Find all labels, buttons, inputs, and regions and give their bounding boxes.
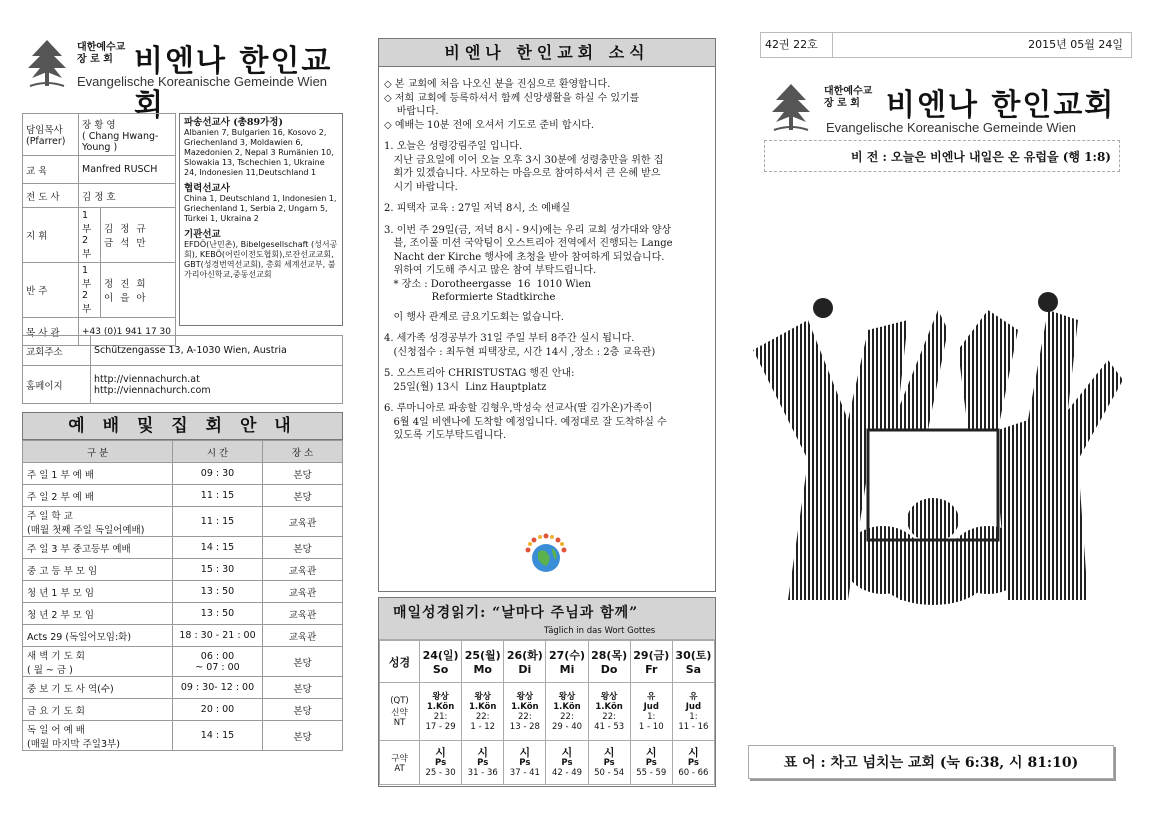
logo-subtitle: Evangelische Koreanische Gemeinde Wien — [826, 120, 1077, 135]
ot-ot2: 1.Kön — [595, 701, 623, 712]
logo-title: 비엔나 한인교회 — [134, 44, 333, 123]
schedule-row — [23, 721, 343, 751]
mission-title: 협력선교사 — [184, 183, 230, 194]
schedule-time: 20 : 00 — [173, 699, 263, 721]
schedule-place: 교육관 — [263, 559, 343, 581]
day-de: Mo — [473, 663, 492, 676]
ps-range: 42 - 49 — [551, 767, 583, 778]
ps-sub: Ps — [519, 757, 531, 768]
schedule-place: 본당 — [263, 485, 343, 507]
schedule-row — [23, 699, 343, 721]
schedule-place: 본당 — [263, 677, 343, 699]
schedule-time: 14 : 15 — [173, 537, 263, 559]
schedule-header: 시 간 — [173, 441, 263, 463]
church-logo-icon — [766, 82, 816, 134]
news-item-line: 25일(월) 13시 Linz Hauptplatz — [384, 381, 547, 393]
reading-ps — [630, 741, 672, 785]
ot-ot3: 1: — [647, 711, 656, 722]
day-de: Mi — [559, 663, 575, 676]
staff-name: 김 정 규 금 석 만 — [101, 208, 176, 263]
ps-name: 시 — [688, 745, 699, 759]
ps-name: 시 — [603, 745, 615, 759]
reading-label-ot-text: (QT) 신약 NT — [390, 695, 409, 728]
news-item-line: Reformierte Stadtkirche — [384, 292, 556, 303]
schedule-row — [23, 537, 343, 559]
missions-box — [179, 113, 343, 326]
staff-role: 반 주 — [23, 263, 79, 318]
staff-sub: 1부 2부 — [79, 263, 101, 318]
logo-small-text-2: 장 로 회 — [824, 98, 860, 109]
news-item-line: 3. 이번 주 29일(금, 저녁 8시 - 9시)에는 우리 교회 성가대와 양상 — [384, 224, 672, 236]
reading-day — [588, 641, 630, 683]
mission-title: 기관선교 — [184, 229, 221, 240]
staff-name: +43 (0)1 941 17 30 — [79, 318, 176, 346]
day-ko: 24(일) — [422, 649, 459, 662]
worship-illustration-image — [748, 290, 1128, 620]
ot-ot3: 1: — [689, 711, 698, 722]
schedule-time: 15 : 30 — [173, 559, 263, 581]
homepage-link[interactable]: http://viennachurch.com — [94, 384, 211, 396]
logo-small-text-2: 장 로 회 — [77, 54, 113, 65]
day-ko: 28(목) — [591, 649, 628, 662]
ot-ot4: 41 - 53 — [594, 721, 625, 732]
ps-sub: Ps — [687, 757, 699, 768]
ot-ot2: 1.Kön — [553, 701, 581, 712]
schedule-event: 새 벽 기 도 회 ( 월 ~ 금 ) — [23, 647, 173, 677]
address-value: Schützengasse 13, A-1030 Wien, Austria — [91, 336, 343, 366]
reading-label-ps-text: 구약 AT — [391, 753, 408, 774]
ps-range: 37 - 41 — [509, 767, 540, 778]
ps-name: 시 — [435, 745, 446, 759]
reading-ot — [462, 683, 504, 741]
staff-name: 김 정 호 — [79, 184, 176, 208]
schedule-header: 구 분 — [23, 441, 173, 463]
ot-ot3: 22: — [602, 711, 616, 722]
news-item-line: 5. 오스트리아 CHRISTUSTAG 행진 안내: — [384, 368, 575, 379]
mission-title: 파송선교사 (총89가정) — [184, 117, 283, 128]
reading-day — [672, 641, 714, 683]
news-intro-line: 바랍니다. — [384, 106, 439, 117]
day-ko: 27(수) — [548, 649, 585, 662]
ot-ot2: 1.Kön — [468, 701, 497, 712]
reading-label-ps — [380, 741, 420, 785]
ps-sub: Ps — [645, 757, 657, 768]
staff-table — [22, 113, 176, 346]
ot-ot1: 왕상 — [558, 691, 576, 702]
schedule-place: 교육관 — [263, 507, 343, 537]
schedule-time: 18 : 30 - 21 : 00 — [173, 625, 263, 647]
ps-name: 시 — [645, 745, 657, 759]
schedule-row — [23, 559, 343, 581]
schedule-time: 06 : 00 ~ 07 : 00 — [173, 647, 263, 677]
ps-name: 시 — [561, 745, 573, 759]
news-title: 비엔나 한인교회 소식 — [379, 39, 715, 67]
ot-ot4: 11 - 16 — [678, 721, 709, 732]
ot-ot1: 왕상 — [474, 691, 491, 702]
ot-ot1: 유 — [689, 691, 698, 702]
ps-range: 50 - 54 — [594, 767, 625, 778]
schedule-time: 13 : 50 — [173, 581, 263, 603]
news-content — [384, 78, 714, 443]
logo-title: 비엔나 한인교회 — [886, 88, 1116, 123]
schedule-place: 본당 — [263, 463, 343, 485]
schedule-time: 09 : 30- 12 : 00 — [173, 677, 263, 699]
news-intro-line: ◇ 본 교회에 처음 나오신 분을 진심으로 환영합니다. — [384, 79, 611, 90]
reading-label-ot — [380, 683, 420, 741]
reading-header — [379, 598, 715, 640]
day-de: Fr — [645, 663, 658, 676]
news-item-line: 4. 세가족 성경공부가 31일 주일 부터 8주간 실시 됩니다. — [384, 333, 635, 344]
schedule-row — [23, 603, 343, 625]
day-ko: 25(월) — [464, 649, 501, 662]
mission-text: Albanien 7, Bulgarien 16, Kosovo 2, Griechenland 3, Moldawien 6, Mazedonien 2, Nepal 3 Rumänien 10, Slowakia 13, Tschechien 1, Ukraine 24, Indonesien 11,Deutschland 1 — [184, 128, 334, 177]
ot-ot2: Jud — [643, 701, 659, 712]
logo-small-text-1: 대한예수교 — [77, 42, 126, 53]
right-logo — [766, 80, 1136, 140]
day-de: Do — [600, 663, 618, 676]
reading-day — [630, 641, 672, 683]
schedule-event: Acts 29 (독일어모임:화) — [23, 625, 173, 647]
ot-ot3: 22: — [560, 711, 574, 722]
motto-statement: 표 어 : 차고 넘치는 교회 (눅 6:38, 시 81:10) — [748, 745, 1114, 779]
day-ko: 29(금) — [633, 649, 670, 662]
ps-range: 60 - 66 — [678, 767, 709, 778]
schedule-time: 13 : 50 — [173, 603, 263, 625]
schedule-place: 교육관 — [263, 625, 343, 647]
staff-role: 전 도 사 — [23, 184, 79, 208]
schedule-row — [23, 677, 343, 699]
ot-ot1: 왕상 — [432, 691, 449, 702]
church-logo-icon — [22, 38, 72, 90]
news-item-line: 2. 피택자 교육 : 27일 저녁 8시, 소 예배실 — [384, 203, 571, 214]
schedule-table — [22, 440, 343, 751]
schedule-time: 11 : 15 — [173, 485, 263, 507]
staff-role: 지 휘 — [23, 208, 79, 263]
news-item-line: 블, 조이풀 미션 국악팀이 오스트리아 전역에서 진행되는 Lange — [384, 238, 673, 249]
news-item-line: (신청접수 : 최두현 피택장로, 시간 14시 ,장소 : 2층 교육관) — [384, 346, 656, 358]
schedule-header: 장 소 — [263, 441, 343, 463]
schedule-place: 본당 — [263, 647, 343, 677]
news-item-line: * 장소 : Dorotheergasse 16 1010 Wien — [384, 278, 591, 290]
volume-number: 42권 22호 — [761, 33, 833, 57]
reading-ps — [546, 741, 588, 785]
day-de: Di — [518, 663, 532, 676]
reading-subtitle: Täglich in das Wort Gottes — [544, 626, 656, 636]
reading-ot — [546, 683, 588, 741]
news-item-line: 시기 바랍니다. — [384, 181, 458, 193]
schedule-place: 본당 — [263, 699, 343, 721]
schedule-row — [23, 647, 343, 677]
news-item-line: 위하여 기도해 주시고 많은 참여 부탁드립니다. — [384, 265, 597, 276]
logo-small-text-1: 대한예수교 — [824, 86, 873, 97]
ot-ot4: 13 - 28 — [509, 721, 540, 732]
ps-name: 시 — [477, 745, 489, 759]
schedule-row — [23, 463, 343, 485]
logo-subtitle: Evangelische Koreanische Gemeinde Wien — [77, 74, 328, 89]
ot-ot4: 1 - 12 — [470, 721, 496, 732]
globe-icon — [524, 530, 568, 578]
reading-ps — [588, 741, 630, 785]
reading-day — [462, 641, 504, 683]
staff-sub: 1부 2부 — [79, 208, 101, 263]
schedule-row — [23, 507, 343, 537]
ot-ot2: 1.Kön — [511, 701, 539, 712]
schedule-event: 독 일 어 예 배 (매월 마지막 주일3부) — [23, 721, 173, 751]
ps-range: 31 - 36 — [467, 767, 498, 778]
day-ko: 30(토) — [675, 649, 712, 662]
ot-ot4: 1 - 10 — [638, 721, 664, 732]
ps-sub: Ps — [603, 757, 615, 768]
news-intro-line: ◇ 예배는 10분 전에 오셔서 기도로 준비 합시다. — [384, 119, 595, 131]
ps-name: 시 — [519, 745, 531, 759]
staff-name: 장 황 영 ( Chang Hwang-Young ) — [79, 114, 176, 156]
reading-ps — [420, 741, 462, 785]
issue-date: 2015년 05월 24일 — [1028, 38, 1123, 51]
reading-label-text: 성경 — [388, 655, 411, 669]
reading-ot — [630, 683, 672, 741]
staff-name: 정 진 희 이 을 아 — [101, 263, 176, 318]
schedule-row — [23, 485, 343, 507]
schedule-event: 주 일 1 부 예 배 — [23, 463, 173, 485]
staff-role: 담임목사 (Pfarrer) — [23, 114, 79, 156]
schedule-event: 청 년 2 부 모 임 — [23, 603, 173, 625]
schedule-event: 주 일 3 부 중고등부 예배 — [23, 537, 173, 559]
ot-ot4: 17 - 29 — [425, 721, 456, 732]
staff-role: 교 육 — [23, 156, 79, 184]
reading-ps — [504, 741, 546, 785]
ps-sub: Ps — [477, 757, 489, 768]
schedule-row — [23, 625, 343, 647]
address-table — [22, 335, 343, 404]
ot-ot2: Jud — [685, 701, 702, 712]
reading-label — [380, 641, 420, 683]
schedule-event: 주 일 학 교 (매월 첫째 주일 독일어예배) — [23, 507, 173, 537]
ot-ot3: 22: — [518, 711, 532, 722]
reading-ot — [504, 683, 546, 741]
reading-ot — [588, 683, 630, 741]
issue-bar — [760, 32, 1132, 58]
reading-day — [504, 641, 546, 683]
mission-text: EFDÖ(난민촌), Bibelgesellschaft (성서공회), KEBÖ(어린이전도협회),로잔선교교회, GBT(성경번역선교회), 총회 세계선교부, 불가리아신학교,중동선교회 — [184, 240, 338, 279]
news-item-line: 있도록 기도부탁드립니다. — [384, 430, 507, 441]
homepage-link[interactable]: http://viennachurch.at — [94, 373, 200, 385]
ps-range: 25 - 30 — [425, 767, 456, 778]
news-item-line: 1. 오늘은 성령강림주일 입니다. — [384, 141, 523, 152]
schedule-event: 중 고 등 부 모 임 — [23, 559, 173, 581]
schedule-event: 청 년 1 부 모 임 — [23, 581, 173, 603]
reading-ot — [420, 683, 462, 741]
schedule-event: 금 요 기 도 회 — [23, 699, 173, 721]
schedule-time: 09 : 30 — [173, 463, 263, 485]
reading-ps — [462, 741, 504, 785]
news-intro-line: ◇ 저희 교회에 등록하셔서 함께 신앙생활을 하실 수 있기를 — [384, 92, 640, 104]
reading-ps — [672, 741, 714, 785]
vision-statement: 비 전 : 오늘은 비엔나 내일은 온 유럽을 (행 1:8) — [764, 140, 1120, 172]
staff-role: 목 사 관 — [23, 318, 79, 346]
staff-name: Manfred RUSCH — [79, 156, 176, 184]
ot-ot1: 유 — [647, 691, 656, 702]
mission-text: China 1, Deutschland 1, Indonesien 1, Griechenland 1, Serbia 2, Ungarn 5, Türkei 1, Ukraina 2 — [184, 194, 337, 223]
schedule-place: 교육관 — [263, 581, 343, 603]
ps-sub: Ps — [561, 757, 573, 768]
schedule-event: 주 일 2 부 예 배 — [23, 485, 173, 507]
news-item-line: 이 행사 관계로 금요기도회는 없습니다. — [384, 311, 564, 323]
news-item-line: 6. 루마니아로 파송할 김형우,박성숙 선교사(딸 김가온)가족이 — [384, 403, 653, 414]
reading-day — [420, 641, 462, 683]
ot-ot3: 21: — [433, 711, 448, 722]
schedule-event: 중 보 기 도 사 역(수) — [23, 677, 173, 699]
reading-day — [546, 641, 588, 683]
ps-sub: Ps — [435, 757, 447, 768]
schedule-place: 교육관 — [263, 603, 343, 625]
day-de: So — [432, 663, 449, 676]
reading-title: 매일성경읽기: “날마다 주님과 함께” — [393, 605, 639, 621]
ot-ot3: 22: — [475, 711, 490, 722]
homepage-label: 홈페이지 — [23, 366, 91, 404]
ot-ot4: 29 - 40 — [551, 721, 583, 732]
schedule-place: 본당 — [263, 721, 343, 751]
reading-table — [379, 640, 715, 785]
address-label: 교회주소 — [23, 336, 91, 366]
schedule-row — [23, 581, 343, 603]
reading-ot — [672, 683, 714, 741]
news-item-line: 지난 금요일에 이어 오늘 오후 3시 30분에 성령충만을 위한 집 — [384, 154, 664, 166]
schedule-place: 본당 — [263, 537, 343, 559]
news-item-line: 회가 있겠습니다. 사모하는 마음으로 참여하셔서 큰 은혜 받으 — [384, 168, 661, 179]
day-ko: 26(화) — [506, 649, 543, 662]
day-de: Sa — [685, 663, 702, 676]
news-item-line: Nacht der Kirche 행사에 초청을 받아 참여하게 되었습니다. — [384, 251, 665, 263]
ot-ot1: 왕상 — [516, 691, 534, 702]
schedule-time: 11 : 15 — [173, 507, 263, 537]
ps-range: 55 - 59 — [636, 767, 667, 778]
schedule-time: 14 : 15 — [173, 721, 263, 751]
ot-ot1: 왕상 — [600, 691, 618, 702]
schedule-title: 예 배 및 집 회 안 내 — [22, 412, 343, 440]
news-item-line: 6월 4일 비엔나에 도착할 예정입니다. 예정대로 잘 도착하실 수 — [384, 416, 667, 428]
ot-ot2: 1.Kön — [426, 701, 455, 712]
